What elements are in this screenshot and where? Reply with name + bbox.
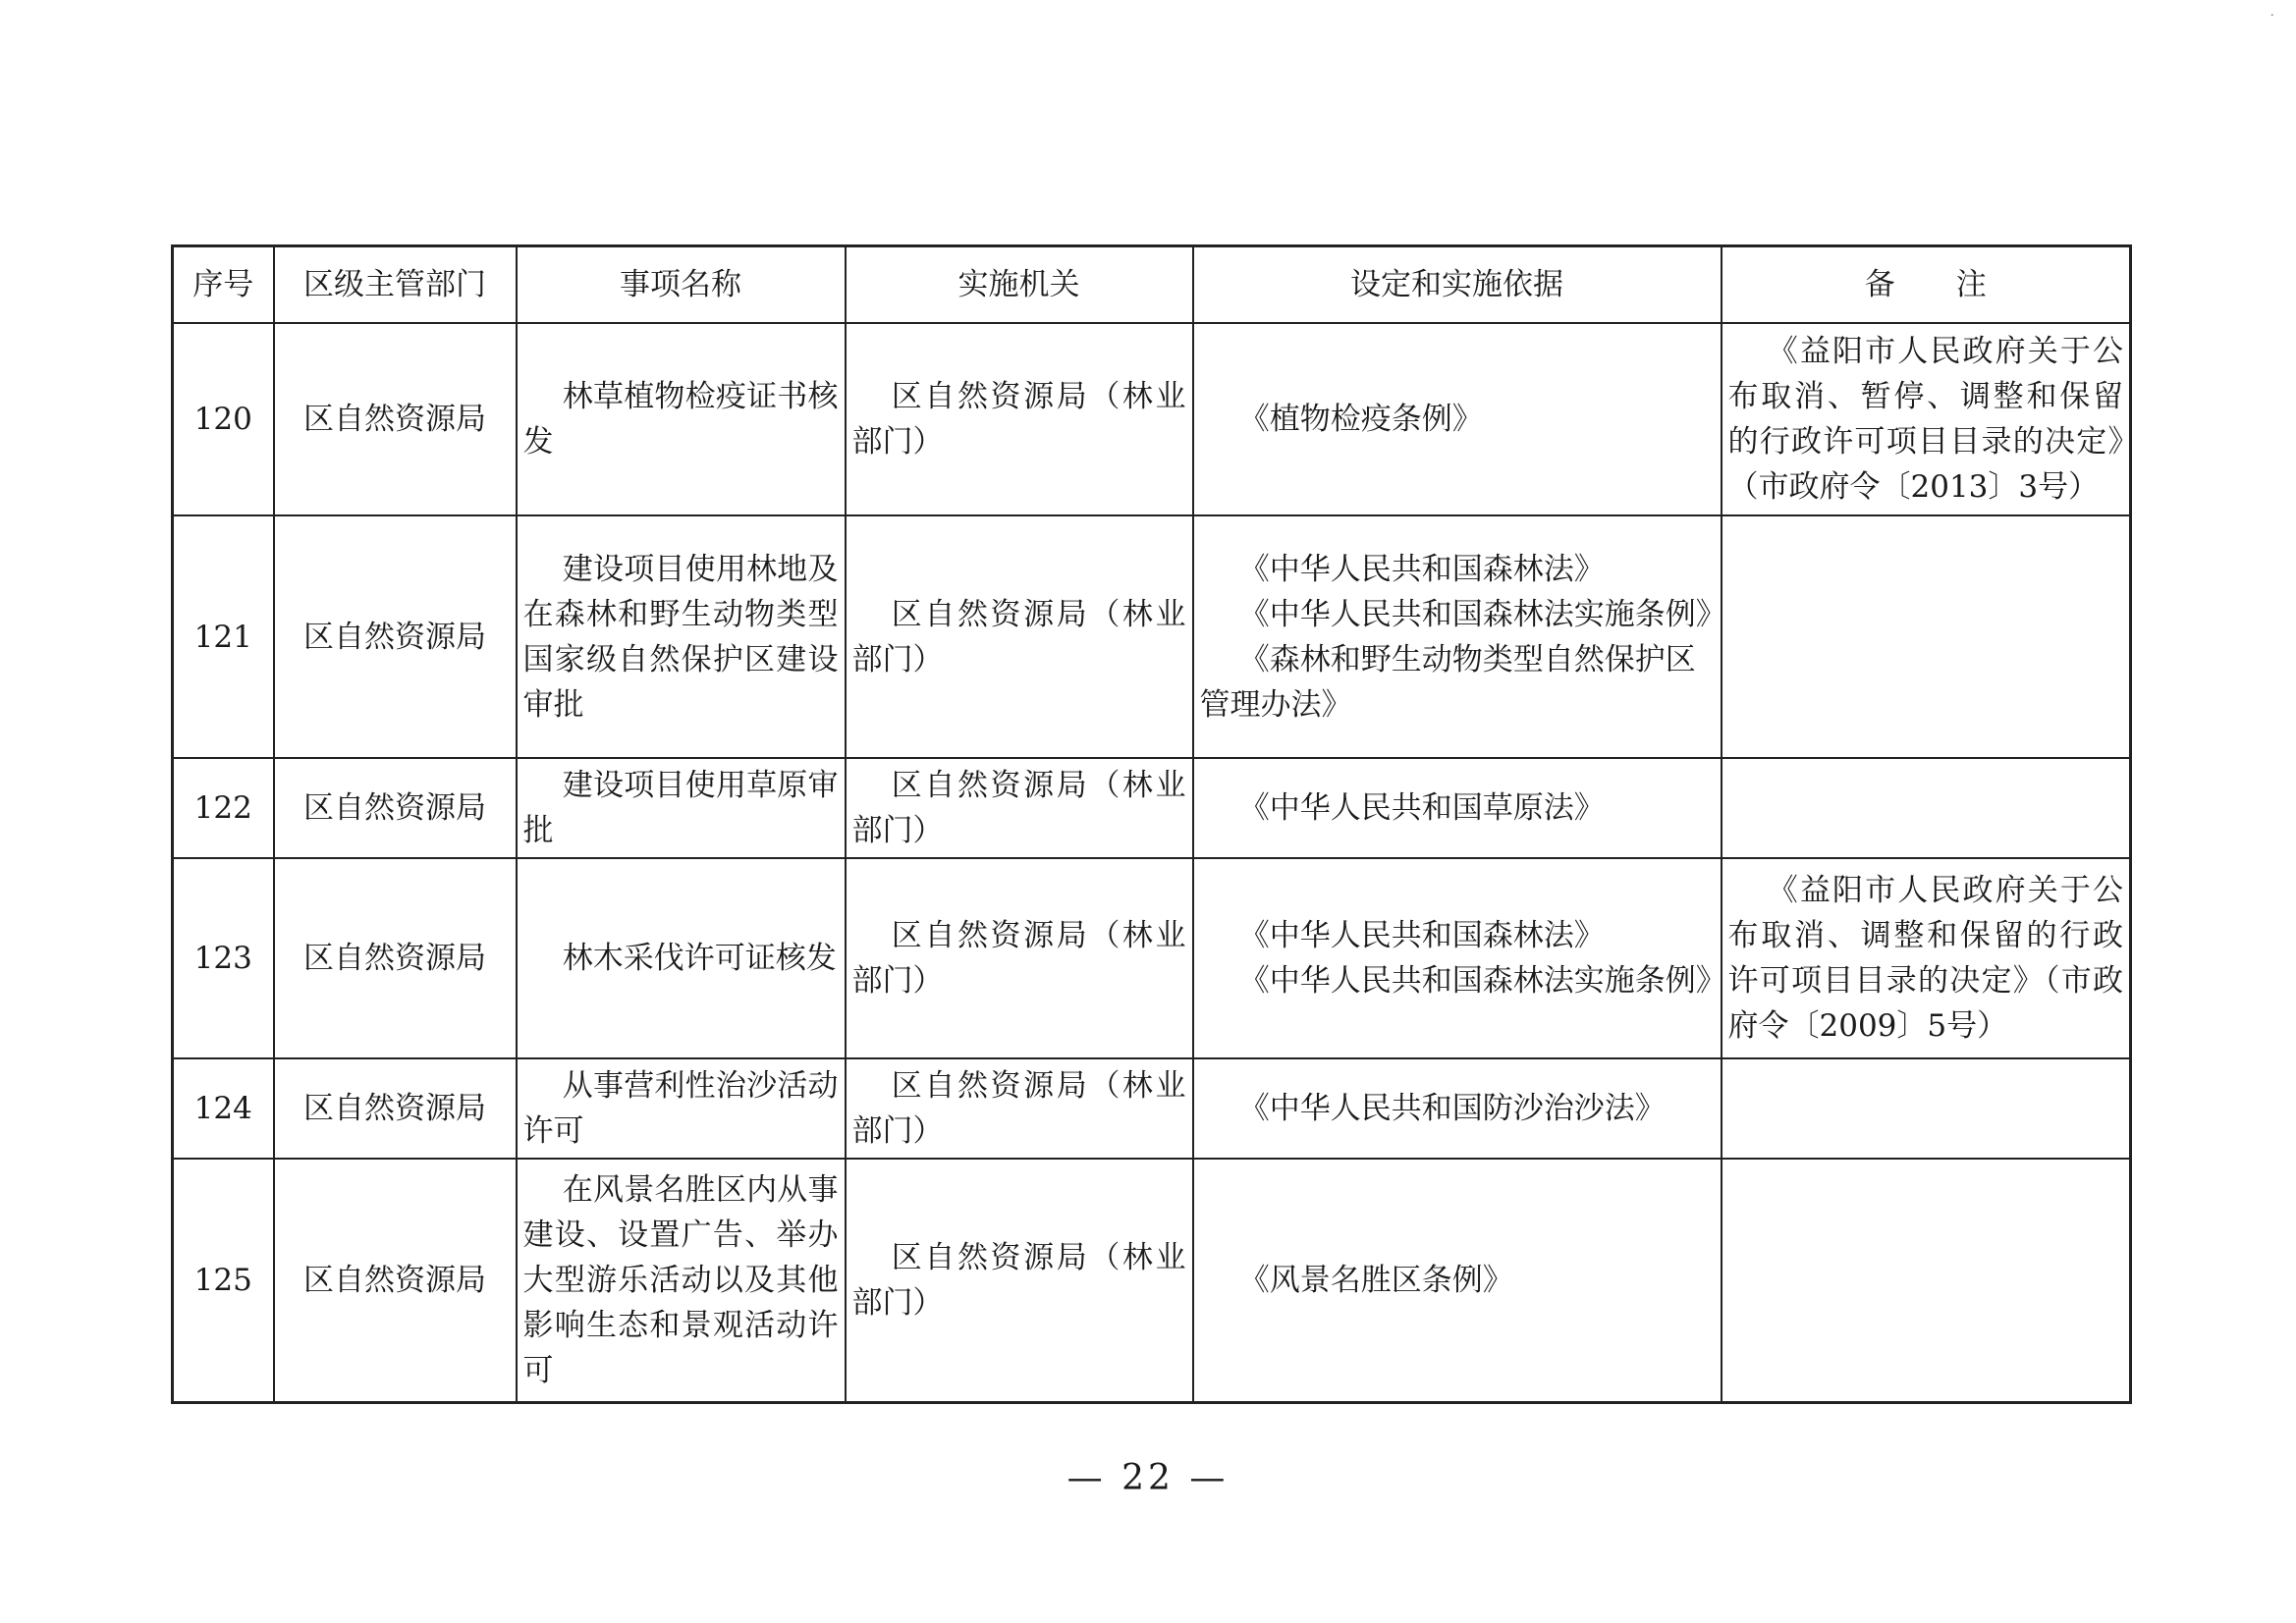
basis-line: 《植物检疫条例》 <box>1238 402 1483 437</box>
row-agency: 区自然资源局（林业部门） <box>846 858 1193 1058</box>
basis-line: 《风景名胜区条例》 <box>1238 1262 1513 1298</box>
table-row <box>173 758 2131 858</box>
basis-line: 《中华人民共和国森林法实施条例》 <box>1238 963 1726 999</box>
row-dept: 区自然资源局 <box>274 515 517 758</box>
basis-line: 《森林和野生动物类型自然保护区管理办法》 <box>1199 641 1696 723</box>
row-seq: 124 <box>173 1058 274 1159</box>
row-note <box>1722 1058 2131 1159</box>
header-note: 备 注 <box>1722 246 2131 324</box>
row-item: 林木采伐许可证核发 <box>517 858 846 1058</box>
row-seq: 125 <box>173 1159 274 1402</box>
row-note: 《益阳市人民政府关于公布取消、调整和保留的行政许可项目目录的决定》（市政府令〔2009〕5号） <box>1722 858 2131 1058</box>
row-item: 建设项目使用林地及在森林和野生动物类型国家级自然保护区建设审批 <box>517 515 846 758</box>
row-note <box>1722 758 2131 858</box>
basis-line: 《中华人民共和国森林法实施条例》 <box>1238 596 1726 632</box>
row-dept: 区自然资源局 <box>274 1159 517 1402</box>
header-agency: 实施机关 <box>846 246 1193 324</box>
basis-line: 《中华人民共和国草原法》 <box>1238 790 1605 826</box>
row-note <box>1722 1159 2131 1402</box>
header-basis: 设定和实施依据 <box>1193 246 1722 324</box>
page-number: — 22 — <box>1066 1458 1230 1498</box>
row-basis <box>1193 758 1722 858</box>
header-dept: 区级主管部门 <box>274 246 517 324</box>
approval-items-table <box>171 244 2132 1404</box>
row-note: 《益阳市人民政府关于公布取消、暂停、调整和保留的行政许可项目目录的决定》（市政府令〔2013〕3号） <box>1722 323 2131 515</box>
row-item: 建设项目使用草原审批 <box>517 758 846 858</box>
row-seq: 123 <box>173 858 274 1058</box>
row-note <box>1722 515 2131 758</box>
table-row <box>173 858 2131 1058</box>
basis-line: 《中华人民共和国森林法》 <box>1238 551 1605 587</box>
row-item: 林草植物检疫证书核发 <box>517 323 846 515</box>
row-seq: 122 <box>173 758 274 858</box>
row-basis <box>1193 1058 1722 1159</box>
row-seq: 121 <box>173 515 274 758</box>
row-agency: 区自然资源局（林业部门） <box>846 1159 1193 1402</box>
scan-corner-mark: · <box>2269 8 2274 24</box>
row-agency: 区自然资源局（林业部门） <box>846 323 1193 515</box>
table-row <box>173 323 2131 515</box>
header-seq: 序号 <box>173 246 274 324</box>
table-row <box>173 515 2131 758</box>
row-dept: 区自然资源局 <box>274 1058 517 1159</box>
row-agency: 区自然资源局（林业部门） <box>846 758 1193 858</box>
row-basis <box>1193 1159 1722 1402</box>
basis-line: 《中华人民共和国防沙治沙法》 <box>1238 1091 1666 1126</box>
row-basis <box>1193 858 1726 1058</box>
row-dept: 区自然资源局 <box>274 323 517 515</box>
table-header-row <box>173 246 2131 324</box>
table-row <box>173 1159 2131 1402</box>
basis-line: 《中华人民共和国森林法》 <box>1238 918 1605 953</box>
row-dept: 区自然资源局 <box>274 758 517 858</box>
row-agency: 区自然资源局（林业部门） <box>846 515 1193 758</box>
table-row <box>173 1058 2131 1159</box>
header-item: 事项名称 <box>517 246 846 324</box>
row-basis <box>1193 515 1726 758</box>
row-basis <box>1193 323 1722 515</box>
row-item: 从事营利性治沙活动许可 <box>517 1058 846 1159</box>
row-seq: 120 <box>173 323 274 515</box>
row-agency: 区自然资源局（林业部门） <box>846 1058 1193 1159</box>
row-dept: 区自然资源局 <box>274 858 517 1058</box>
row-item: 在风景名胜区内从事建设、设置广告、举办大型游乐活动以及其他影响生态和景观活动许可 <box>517 1159 846 1402</box>
